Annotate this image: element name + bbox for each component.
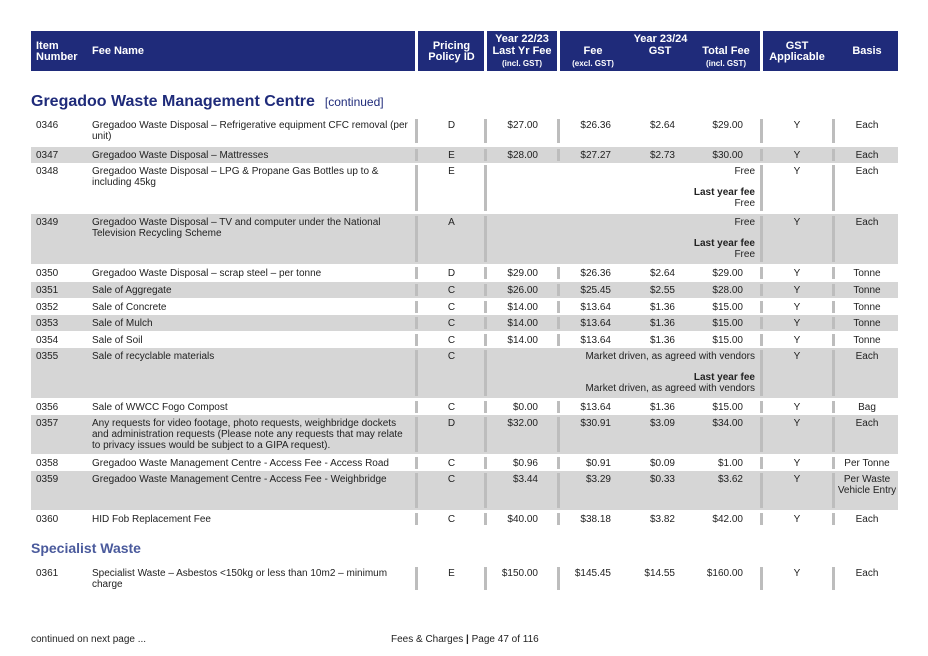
column-divider xyxy=(760,513,763,525)
fee-name: Sale of recyclable materials xyxy=(92,351,215,362)
item-number: 0349 xyxy=(36,217,59,228)
gst-amount: $2.73 xyxy=(649,150,675,161)
item-number: 0355 xyxy=(36,351,59,362)
column-divider xyxy=(832,417,835,452)
column-divider xyxy=(415,301,418,313)
gst-amount: $2.55 xyxy=(649,285,675,296)
column-divider xyxy=(832,165,835,211)
basis: Tonne xyxy=(853,302,881,313)
table-header xyxy=(31,31,898,71)
column-divider xyxy=(415,473,418,508)
pricing-policy: C xyxy=(447,318,456,329)
last-year-fee-label: Last year fee xyxy=(693,238,755,249)
column-divider xyxy=(415,149,418,161)
gst-applicable: Y xyxy=(793,268,801,279)
column-divider xyxy=(557,567,560,590)
column-divider xyxy=(832,457,835,469)
item-number: 0358 xyxy=(36,458,59,469)
table-row xyxy=(31,214,898,264)
column-divider xyxy=(760,334,763,346)
last-year-fee-label: Last year fee xyxy=(693,372,755,383)
table-row xyxy=(31,415,898,454)
column-divider xyxy=(484,473,487,508)
pricing-policy: D xyxy=(447,120,456,131)
table-row xyxy=(31,565,898,592)
fee-text: Free xyxy=(734,217,755,228)
gst-applicable: Y xyxy=(793,120,801,131)
basis: Each xyxy=(855,418,879,429)
column-divider xyxy=(832,119,835,143)
last-year-fee: $14.00 xyxy=(507,302,538,313)
basis: Tonne xyxy=(853,285,881,296)
last-year-fee-block xyxy=(694,187,755,209)
total-fee: $15.00 xyxy=(712,402,743,413)
column-divider xyxy=(760,473,763,508)
fee-name: Gregadoo Waste Management Centre - Access Fee - Access Road xyxy=(92,458,389,469)
column-divider xyxy=(760,119,763,143)
section-title-specialist: Specialist Waste xyxy=(31,540,141,556)
gst-applicable: Y xyxy=(793,514,801,525)
item-number: 0346 xyxy=(36,120,59,131)
column-divider xyxy=(557,284,560,296)
column-divider xyxy=(832,567,835,590)
column-divider xyxy=(760,149,763,161)
footer-page xyxy=(391,634,539,645)
header-fee: Fee xyxy=(583,45,603,57)
table-row xyxy=(31,315,898,331)
fee-name: Sale of WWCC Fogo Compost xyxy=(92,402,228,413)
last-year-fee: $32.00 xyxy=(507,418,538,429)
column-divider xyxy=(760,317,763,329)
total-fee: $160.00 xyxy=(706,568,743,579)
fee-excl-gst: $3.29 xyxy=(585,474,611,485)
column-divider xyxy=(832,473,835,508)
fee-name: Gregadoo Waste Disposal – LPG & Propane Gas Bottles up to & including 45kg xyxy=(92,166,379,188)
pricing-policy: C xyxy=(447,402,456,413)
table-row xyxy=(31,282,898,298)
table-row xyxy=(31,332,898,348)
column-divider xyxy=(832,334,835,346)
basis: Tonne xyxy=(853,335,881,346)
basis: Each xyxy=(855,217,879,228)
last-year-fee: $29.00 xyxy=(507,268,538,279)
item-number: 0350 xyxy=(36,268,59,279)
column-divider xyxy=(760,301,763,313)
column-divider xyxy=(760,457,763,469)
gst-amount: $2.64 xyxy=(649,268,675,279)
pricing-policy: C xyxy=(447,302,456,313)
basis: Each xyxy=(855,120,879,131)
fee-name: Specialist Waste – Asbestos <150kg or less than 10m2 – minimum charge xyxy=(92,568,388,590)
basis: Per Tonne xyxy=(844,458,890,469)
item-number: 0356 xyxy=(36,402,59,413)
column-divider xyxy=(557,119,560,143)
fee-name: Gregadoo Waste Disposal – Refrigerative equipment CFC removal (per unit) xyxy=(92,120,408,142)
fee-name: Gregadoo Waste Disposal – Mattresses xyxy=(92,150,269,161)
fee-excl-gst: $25.45 xyxy=(580,285,611,296)
total-fee: $30.00 xyxy=(712,150,743,161)
column-divider xyxy=(832,350,835,396)
table-row xyxy=(31,299,898,315)
pricing-policy: C xyxy=(447,514,456,525)
footer-continued: continued on next page ... xyxy=(31,634,147,645)
column-divider xyxy=(484,301,487,313)
pricing-policy: E xyxy=(448,166,455,177)
column-divider xyxy=(557,513,560,525)
column-divider xyxy=(484,401,487,413)
fee-name: Sale of Concrete xyxy=(92,302,167,313)
gst-amount: $1.36 xyxy=(649,318,675,329)
gst-applicable: Y xyxy=(793,318,801,329)
table-row xyxy=(31,455,898,471)
table-row xyxy=(31,163,898,213)
gst-applicable: Y xyxy=(793,402,801,413)
header-total-fee: Total Fee xyxy=(702,45,750,57)
gst-applicable: Y xyxy=(793,351,801,362)
header-divider xyxy=(557,31,560,71)
item-number: 0357 xyxy=(36,418,59,429)
column-divider xyxy=(415,334,418,346)
total-fee: $42.00 xyxy=(712,514,743,525)
header-incl-gst: (incl. GST) xyxy=(706,59,746,68)
column-divider xyxy=(415,417,418,452)
table-row xyxy=(31,265,898,281)
total-fee: $29.00 xyxy=(712,268,743,279)
basis: Each xyxy=(855,166,879,177)
gst-applicable: Y xyxy=(793,458,801,469)
table-row xyxy=(31,511,898,527)
header-last-yr-fee: Last Yr Fee xyxy=(492,45,552,57)
fee-excl-gst: $0.91 xyxy=(585,458,611,469)
fee-name: Sale of Soil xyxy=(92,335,143,346)
total-fee: $15.00 xyxy=(712,318,743,329)
fee-excl-gst: $13.64 xyxy=(580,335,611,346)
header-incl-gst-prev: (incl. GST) xyxy=(502,59,542,68)
basis: Each xyxy=(855,568,879,579)
column-divider xyxy=(760,417,763,452)
item-number: 0359 xyxy=(36,474,59,485)
gst-applicable: Y xyxy=(793,418,801,429)
last-year-fee: $40.00 xyxy=(507,514,538,525)
column-divider xyxy=(484,119,487,143)
basis: Tonne xyxy=(853,318,881,329)
column-divider xyxy=(484,513,487,525)
column-divider xyxy=(832,149,835,161)
column-divider xyxy=(484,267,487,279)
header-divider xyxy=(415,31,418,71)
gst-applicable: Y xyxy=(793,285,801,296)
gst-amount: $3.82 xyxy=(649,514,675,525)
last-year-fee-block xyxy=(585,372,755,394)
item-number: 0351 xyxy=(36,285,59,296)
header-year-curr: Year 23/24 xyxy=(633,33,688,45)
column-divider xyxy=(760,216,763,262)
fee-excl-gst: $30.91 xyxy=(580,418,611,429)
header-excl-gst: (excl. GST) xyxy=(572,59,614,68)
fee-excl-gst: $27.27 xyxy=(580,150,611,161)
column-divider xyxy=(760,284,763,296)
last-year-fee: $150.00 xyxy=(501,568,538,579)
column-divider xyxy=(832,216,835,262)
last-year-fee-label: Last year fee xyxy=(693,187,755,198)
column-divider xyxy=(832,284,835,296)
total-fee: $34.00 xyxy=(712,418,743,429)
header-item-number: Item Number xyxy=(36,40,78,63)
column-divider xyxy=(832,267,835,279)
column-divider xyxy=(415,317,418,329)
basis: Per Waste Vehicle Entry xyxy=(837,474,897,496)
header-gst: GST xyxy=(648,45,672,57)
total-fee: $15.00 xyxy=(712,335,743,346)
fee-excl-gst: $26.36 xyxy=(580,268,611,279)
header-fee-name: Fee Name xyxy=(92,45,144,57)
fee-name: Gregadoo Waste Disposal – scrap steel – per tonne xyxy=(92,268,322,279)
gst-applicable: Y xyxy=(793,474,801,485)
item-number: 0353 xyxy=(36,318,59,329)
gst-amount: $1.36 xyxy=(649,335,675,346)
column-divider xyxy=(557,301,560,313)
column-divider xyxy=(415,284,418,296)
column-divider xyxy=(557,473,560,508)
last-year-fee: $28.00 xyxy=(507,150,538,161)
fee-text: Free xyxy=(734,166,755,177)
gst-amount: $1.36 xyxy=(649,302,675,313)
basis: Each xyxy=(855,351,879,362)
basis: Bag xyxy=(858,402,876,413)
fee-excl-gst: $38.18 xyxy=(580,514,611,525)
column-divider xyxy=(557,334,560,346)
gst-applicable: Y xyxy=(793,217,801,228)
item-number: 0354 xyxy=(36,335,59,346)
item-number: 0347 xyxy=(36,150,59,161)
column-divider xyxy=(484,317,487,329)
column-divider xyxy=(557,417,560,452)
fee-excl-gst: $13.64 xyxy=(580,318,611,329)
gst-amount: $1.36 xyxy=(649,402,675,413)
column-divider xyxy=(760,267,763,279)
last-year-fee-value: Market driven, as agreed with vendors xyxy=(585,383,755,394)
last-year-fee: $14.00 xyxy=(507,318,538,329)
column-divider xyxy=(484,284,487,296)
footer-page-label: Fees & Charges xyxy=(391,634,464,645)
gst-applicable: Y xyxy=(793,302,801,313)
last-year-fee-value: Free xyxy=(734,249,755,260)
last-year-fee: $0.00 xyxy=(512,402,538,413)
table-row xyxy=(31,348,898,398)
header-year-prev: Year 22/23 xyxy=(495,33,549,45)
column-divider xyxy=(760,401,763,413)
basis: Tonne xyxy=(853,268,881,279)
column-divider xyxy=(484,417,487,452)
header-divider xyxy=(484,31,487,71)
column-divider xyxy=(760,567,763,590)
pricing-policy: C xyxy=(447,458,456,469)
section-title xyxy=(31,93,384,111)
last-year-fee: $3.44 xyxy=(512,474,538,485)
column-divider xyxy=(415,267,418,279)
fee-excl-gst: $145.45 xyxy=(574,568,611,579)
item-number: 0361 xyxy=(36,568,59,579)
column-divider xyxy=(415,567,418,590)
item-number: 0352 xyxy=(36,302,59,313)
gst-amount: $0.33 xyxy=(649,474,675,485)
total-fee: $28.00 xyxy=(712,285,743,296)
last-year-fee: $26.00 xyxy=(507,285,538,296)
last-year-fee: $0.96 xyxy=(512,458,538,469)
header-gst-applicable: GST Applicable xyxy=(769,40,825,63)
column-divider xyxy=(557,317,560,329)
fee-name: Any requests for video footage, photo requests, weighbridge dockets and administration requests (Please note any requests that may relate to privacy issues would be subject to a GIPA request). xyxy=(92,418,403,451)
total-fee: $29.00 xyxy=(712,120,743,131)
fee-name: HID Fob Replacement Fee xyxy=(92,514,211,525)
fee-name: Gregadoo Waste Disposal – TV and computer under the National Television Recycling Scheme xyxy=(92,217,381,239)
gst-amount: $14.55 xyxy=(644,568,675,579)
column-divider xyxy=(415,119,418,143)
table-row xyxy=(31,471,898,510)
gst-applicable: Y xyxy=(793,166,801,177)
item-number: 0348 xyxy=(36,166,59,177)
pricing-policy: C xyxy=(447,285,456,296)
column-divider xyxy=(415,401,418,413)
column-divider xyxy=(415,513,418,525)
gst-amount: $2.64 xyxy=(649,120,675,131)
column-divider xyxy=(484,567,487,590)
column-divider xyxy=(415,457,418,469)
pricing-policy: C xyxy=(447,335,456,346)
column-divider xyxy=(832,401,835,413)
item-number: 0360 xyxy=(36,514,59,525)
fee-text: Market driven, as agreed with vendors xyxy=(585,351,755,362)
footer-separator: | xyxy=(466,634,469,645)
fee-name: Gregadoo Waste Management Centre - Access Fee - Weighbridge xyxy=(92,474,387,485)
column-divider xyxy=(760,350,763,396)
fee-name: Sale of Aggregate xyxy=(92,285,172,296)
pricing-policy: D xyxy=(447,268,456,279)
last-year-fee-value: Free xyxy=(734,198,755,209)
fee-excl-gst: $13.64 xyxy=(580,402,611,413)
basis: Each xyxy=(855,514,879,525)
gst-applicable: Y xyxy=(793,150,801,161)
section-title-text: Gregadoo Waste Management Centre xyxy=(31,93,315,110)
total-fee: $1.00 xyxy=(717,458,743,469)
gst-amount: $3.09 xyxy=(649,418,675,429)
column-divider xyxy=(832,513,835,525)
last-year-fee-block xyxy=(694,238,755,260)
fee-name: Sale of Mulch xyxy=(92,318,153,329)
total-fee: $3.62 xyxy=(717,474,743,485)
pricing-policy: D xyxy=(447,418,456,429)
section-continued-label: [continued] xyxy=(324,95,384,109)
footer-page-text: Page 47 of 116 xyxy=(471,634,539,645)
table-row xyxy=(31,399,898,415)
fee-excl-gst: $13.64 xyxy=(580,302,611,313)
gst-applicable: Y xyxy=(793,568,801,579)
column-divider xyxy=(557,267,560,279)
column-divider xyxy=(832,301,835,313)
column-divider xyxy=(557,457,560,469)
column-divider xyxy=(760,165,763,211)
gst-applicable: Y xyxy=(793,335,801,346)
pricing-policy: A xyxy=(448,217,455,228)
column-divider xyxy=(832,317,835,329)
pricing-policy: C xyxy=(447,351,456,362)
pricing-policy: E xyxy=(448,150,455,161)
header-pricing-policy: Pricing Policy ID xyxy=(428,40,475,63)
basis: Each xyxy=(855,150,879,161)
last-year-fee: $27.00 xyxy=(507,120,538,131)
column-divider xyxy=(557,401,560,413)
column-divider xyxy=(557,149,560,161)
column-divider xyxy=(484,457,487,469)
last-year-fee: $14.00 xyxy=(507,335,538,346)
total-fee: $15.00 xyxy=(712,302,743,313)
column-divider xyxy=(484,334,487,346)
fee-excl-gst: $26.36 xyxy=(580,120,611,131)
column-divider xyxy=(484,149,487,161)
table-row xyxy=(31,147,898,163)
header-basis: Basis xyxy=(852,45,882,57)
pricing-policy: E xyxy=(448,568,455,579)
table-row xyxy=(31,117,898,145)
pricing-policy: C xyxy=(447,474,456,485)
gst-amount: $0.09 xyxy=(649,458,675,469)
